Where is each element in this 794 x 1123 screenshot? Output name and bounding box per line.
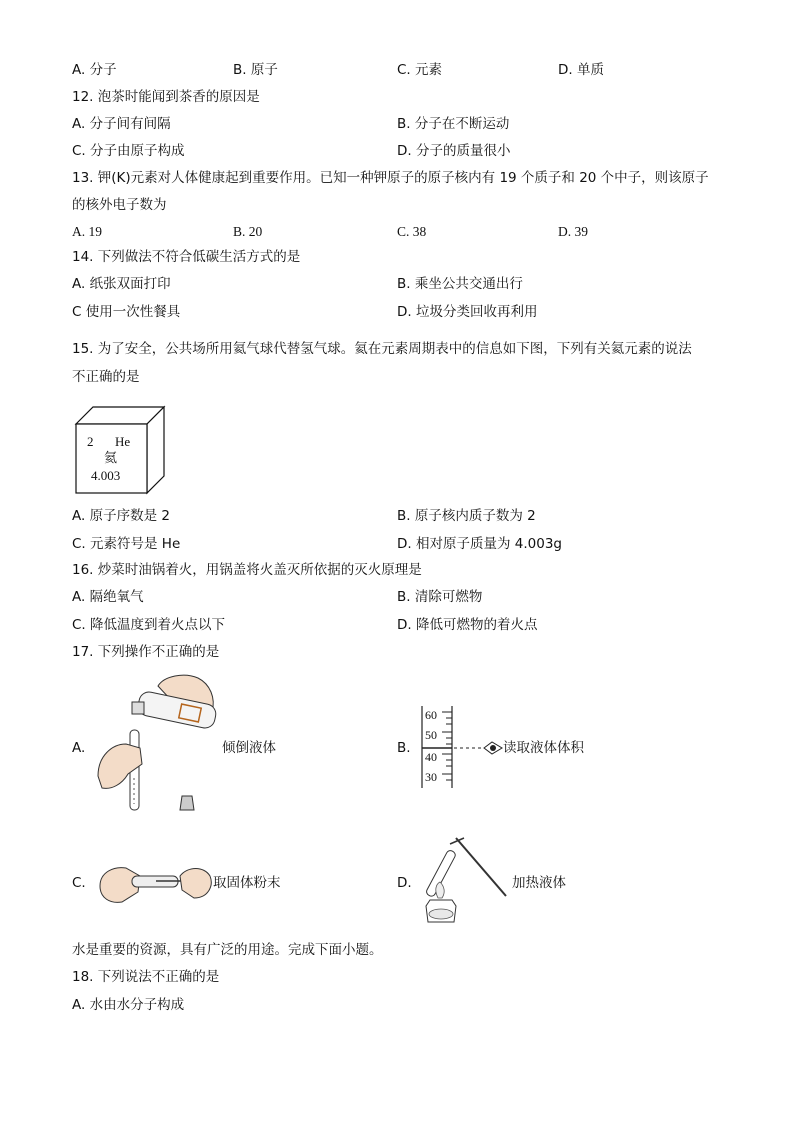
q17-d-caption: 加热液体 (512, 875, 566, 891)
q12-option-b: B. 分子在不断运动 (397, 116, 510, 132)
q18-option-a: A. 水由水分子构成 (72, 997, 185, 1013)
scale-label-60: 60 (425, 708, 437, 722)
q14-option-b: B. 乘坐公共交通出行 (397, 276, 523, 292)
element-atomic-number: 2 (87, 434, 94, 449)
q17-b-caption: 读取液体体积 (503, 740, 584, 756)
q12-option-a: A. 分子间有间隔 (72, 116, 171, 132)
element-cell-helium (75, 405, 167, 495)
q14-option-c: C 使用一次性餐具 (72, 304, 181, 320)
q16-stem: 16. 炒菜时油锅着火，用锅盖将火盖灭所依据的灭火原理是 (72, 562, 422, 578)
element-name: 氦 (104, 451, 118, 466)
q15-option-c: C. 元素符号是 He (72, 536, 181, 552)
solid-powder-illustration (96, 858, 214, 908)
element-mass: 4.003 (91, 468, 121, 483)
q17-a-letter: A. (72, 740, 86, 756)
q13-option-c: C. 38 (397, 224, 427, 239)
q16-option-b: B. 清除可燃物 (397, 589, 483, 605)
q14-option-a: A. 纸张双面打印 (72, 276, 171, 292)
q17-b-letter: B. (397, 740, 411, 756)
q17-c-caption: 取固体粉末 (213, 875, 281, 891)
q16-option-a: A. 隔绝氧气 (72, 589, 144, 605)
q15-option-b: B. 原子核内质子数为 2 (397, 508, 536, 524)
q11-option-c: C. 元素 (397, 62, 443, 78)
q12-option-d: D. 分子的质量很小 (397, 143, 511, 159)
scale-label-30: 30 (425, 770, 437, 784)
q18-stem: 18. 下列说法不正确的是 (72, 969, 220, 985)
q13-option-b: B. 20 (233, 224, 263, 239)
q15-option-a: A. 原子序数是 2 (72, 508, 170, 524)
q15-stem-line1: 15. 为了安全，公共场所用氦气球代替氢气球。氦在元素周期表中的信息如下图，下列有关氦元素的说法 (72, 341, 692, 357)
q11-option-b: B. 原子 (233, 62, 278, 78)
q16-option-c: C. 降低温度到着火点以下 (72, 617, 226, 633)
q13-option-d: D. 39 (558, 224, 588, 239)
water-intro: 水是重要的资源，具有广泛的用途。完成下面小题。 (72, 942, 383, 958)
q16-option-d: D. 降低可燃物的着火点 (397, 617, 538, 633)
q13-stem-line2: 的核外电子数为 (72, 197, 167, 213)
scale-label-50: 50 (425, 728, 437, 742)
q12-stem: 12. 泡茶时能闻到茶香的原因是 (72, 89, 260, 105)
q11-option-a: A. 分子 (72, 62, 117, 78)
element-symbol: He (115, 434, 131, 449)
q15-option-d: D. 相对原子质量为 4.003g (397, 536, 562, 552)
q17-a-caption: 倾倒液体 (222, 740, 276, 756)
q14-stem: 14. 下列做法不符合低碳生活方式的是 (72, 249, 301, 265)
pouring-liquid-illustration (92, 668, 232, 818)
q17-c-letter: C. (72, 875, 86, 891)
q15-stem-line2: 不正确的是 (72, 369, 140, 385)
q17-d-letter: D. (397, 875, 412, 891)
q13-stem-line1: 13. 钾(K)元素对人体健康起到重要作用。已知一种钾原子的原子核内有 19 个质子和 20 个中子，则该原子 (72, 170, 709, 186)
q11-option-d: D. 单质 (558, 62, 604, 78)
heating-liquid-illustration (414, 834, 514, 930)
q14-option-d: D. 垃圾分类回收再利用 (397, 304, 538, 320)
q13-option-a: A. 19 (72, 224, 102, 239)
scale-label-40: 40 (425, 750, 437, 764)
q17-stem: 17. 下列操作不正确的是 (72, 644, 220, 660)
q12-option-c: C. 分子由原子构成 (72, 143, 185, 159)
